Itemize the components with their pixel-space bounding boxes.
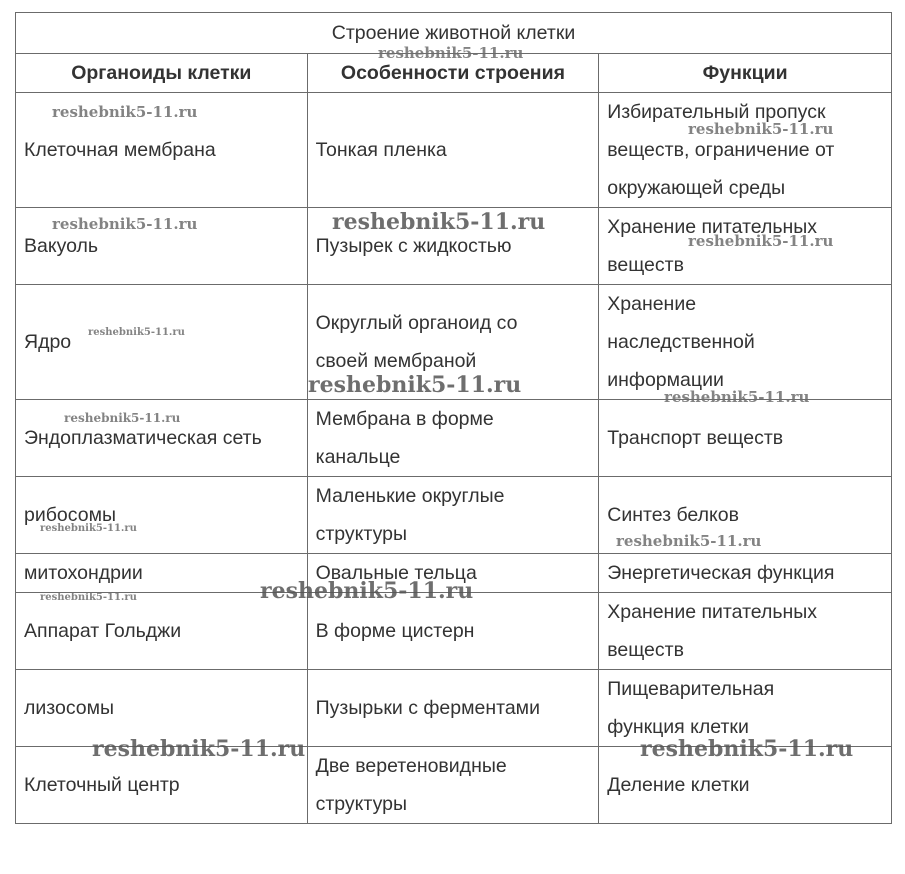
- cell-structure: Округлый органоид со своей мембраной: [307, 285, 599, 400]
- cell-organoid: митохондрии: [16, 554, 308, 593]
- header-structure: Особенности строения: [307, 54, 599, 93]
- watermark: reshebnik5-11.ru: [92, 736, 306, 762]
- header-functions: Функции: [599, 54, 892, 93]
- cell-function: Транспорт веществ: [599, 400, 892, 477]
- cell-organoid: Вакуоль: [16, 208, 308, 285]
- cell-function: Энергетическая функция: [599, 554, 892, 593]
- watermark: reshebnik5-11.ru: [88, 327, 185, 338]
- cell-structure: Пузырьки с ферментами: [307, 670, 599, 747]
- table-title: Строение животной клетки: [16, 13, 892, 54]
- watermark: reshebnik5-11.ru: [378, 44, 524, 62]
- header-organoids: Органоиды клетки: [16, 54, 308, 93]
- cell-structure: Пузырек с жидкостью: [307, 208, 599, 285]
- cell-function: Хранение питательных веществ: [599, 208, 892, 285]
- cell-function: Хранение наследственной информации: [599, 285, 892, 400]
- cell-structure: Овальные тельца: [307, 554, 599, 593]
- cell-structure: Маленькие округлые структуры: [307, 477, 599, 554]
- watermark: reshebnik5-11.ru: [40, 523, 137, 534]
- cell-organoid: рибосомы: [16, 477, 308, 554]
- watermark: reshebnik5-11.ru: [64, 411, 181, 425]
- watermark: reshebnik5-11.ru: [616, 532, 762, 550]
- cell-function: Деление клетки: [599, 747, 892, 824]
- cell-structure: В форме цистерн: [307, 593, 599, 670]
- cell-function: Пищеварительная функция клетки: [599, 670, 892, 747]
- cell-organoid: Аппарат Гольджи: [16, 593, 308, 670]
- watermark: reshebnik5-11.ru: [688, 120, 834, 138]
- cell-structure: Две веретеновидные структуры: [307, 747, 599, 824]
- watermark: reshebnik5-11.ru: [664, 388, 810, 406]
- cell-structure: Тонкая пленка: [307, 93, 599, 208]
- cell-organoid: Клеточный центр: [16, 747, 308, 824]
- cell-organoid: Ядро: [16, 285, 308, 400]
- cell-organoid: лизосомы: [16, 670, 308, 747]
- table-row: [16, 670, 892, 747]
- cell-function: Синтез белков: [599, 477, 892, 554]
- watermark: reshebnik5-11.ru: [640, 736, 854, 762]
- table-row: [16, 593, 892, 670]
- watermark: reshebnik5-11.ru: [308, 372, 522, 398]
- cell-structure: Мембрана в форме канальце: [307, 400, 599, 477]
- cell-organoid: Эндоплазматическая сеть: [16, 400, 308, 477]
- watermark: reshebnik5-11.ru: [52, 215, 198, 233]
- watermark: reshebnik5-11.ru: [260, 578, 474, 604]
- cell-organoid: Клеточная мембрана: [16, 93, 308, 208]
- cell-function: Избирательный пропуск веществ, ограничение от окружающей среды: [599, 93, 892, 208]
- watermark: reshebnik5-11.ru: [52, 103, 198, 121]
- watermark: reshebnik5-11.ru: [332, 209, 546, 235]
- cell-function: Хранение питательных веществ: [599, 593, 892, 670]
- watermark: reshebnik5-11.ru: [40, 592, 137, 603]
- watermark: reshebnik5-11.ru: [688, 232, 834, 250]
